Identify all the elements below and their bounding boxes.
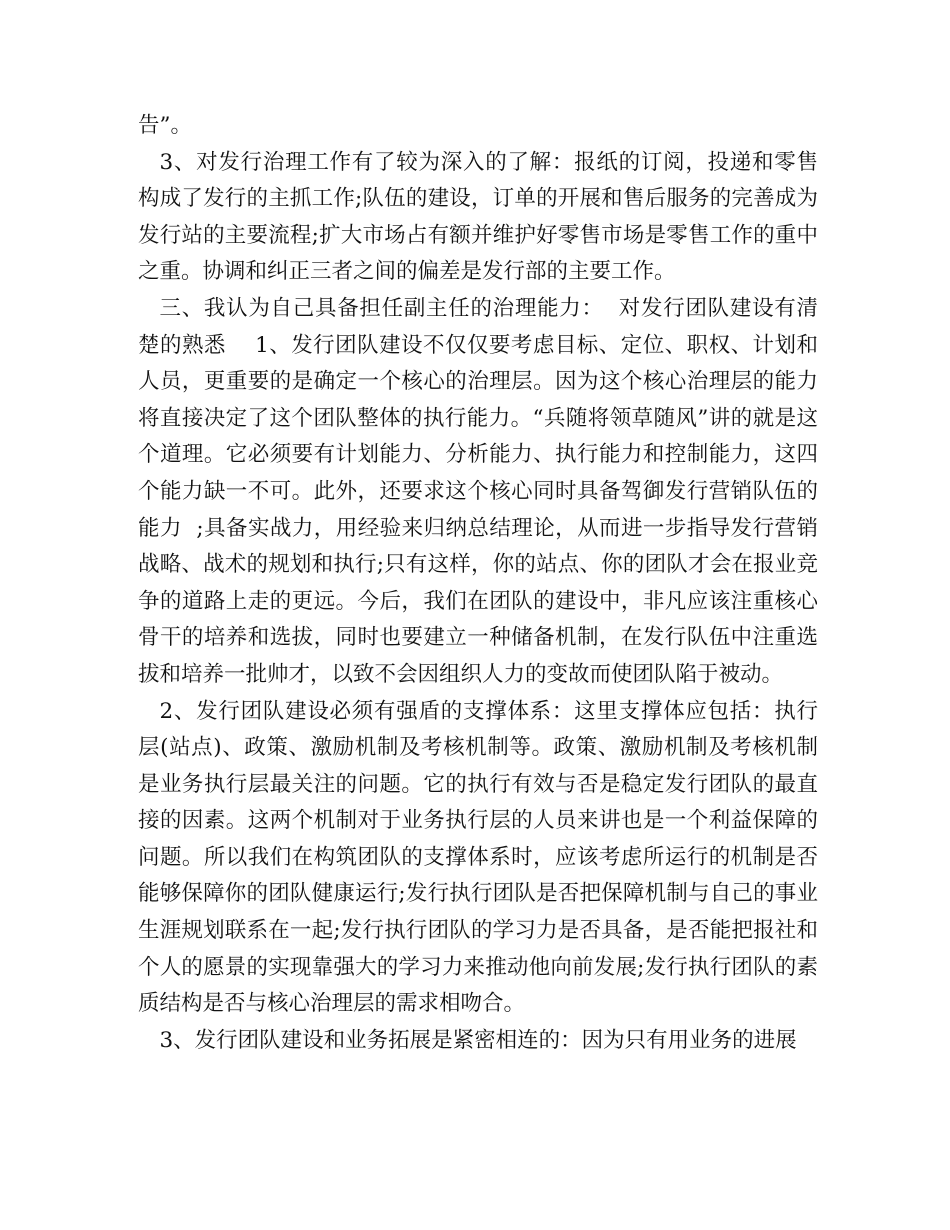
paragraph-item-3-distribution: 3、对发行治理工作有了较为深入的了解：报纸的订阅，投递和零售构成了发行的主抓工作;队伍的建设，订单的开展和售后服务的完善成为发行站的主要流程;扩大市场占有额并维护好零售市场是零售工作的重中之重。协调和纠正三者之间的偏差是发行部的主要工作。 (138, 149, 818, 285)
paragraph-continuation: 告”。 (138, 113, 192, 138)
paragraph-item-2-support-system: 2、发行团队建设必须有强盾的支撑体系：这里支撑体应包括：执行层(站点)、政策、激励机制及考核机制等。政策、激励机制及考核机制是业务执行层最关注的问题。它的执行有效与否是稳定发行团队的最直接的因素。这两个机制对于业务执行层的人员来讲也是一个利益保障的问题。所以我们在构筑团队的支撑体系时，应该考虑所运行的机制是否能够保障你的团队健康运行;发行执行团队是否把保障机制与自己的事业生涯规划联系在一起;发行执行团队的学习力是否具备，是否能把报社和个人的愿景的实现靠强大的学习力来推动他向前发展;发行执行团队的素质结构是否与核心治理层的需求相吻合。 (138, 698, 818, 1017)
document-body (138, 108, 818, 1059)
paragraph-item-3-business-expansion: 3、发行团队建设和业务拓展是紧密相连的：因为只有用业务的进展 (159, 1027, 797, 1053)
paragraph-section-3-team-building: 三、我认为自己具备担任副主任的治理能力： 对发行团队建设有清楚的熟悉 1、发行团队建设不仅仅要考虑目标、定位、职权、计划和人员，更重要的是确定一个核心的治理层。因为这个核心治理层的能力将直接决定了这个团队整体的执行能力。“兵随将领草随风”讲的就是这个道理。它必须要有计划能力、分析能力、执行能力和控制能力，这四个能力缺一不可。此外，还要求这个核心同时具备驾御发行营销队伍的能力 ;具备实战力，用经验来归纳总结理论，从而进一步指导发行营销战略、战术的规划和执行;只有这样，你的站点、你的团队才会在报业竞争的道路上走的更远。今后，我们在团队的建设中，非凡应该注重核心骨干的培养和选拔，同时也要建立一种储备机制，在发行队伍中注重选拔和培养一批帅才，以致不会因组织人力的变故而使团队陷于被动。 (138, 295, 818, 687)
